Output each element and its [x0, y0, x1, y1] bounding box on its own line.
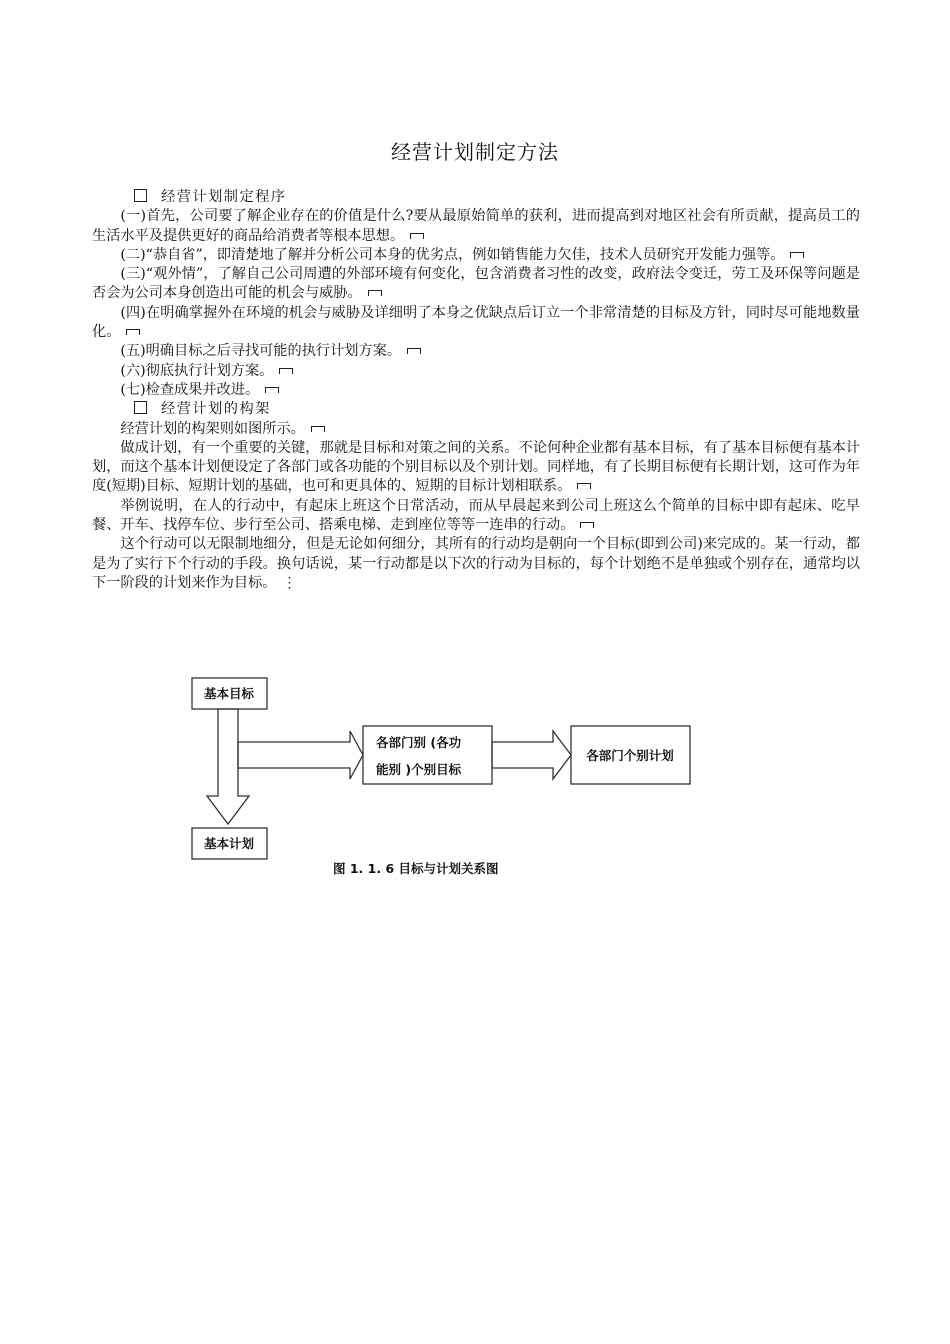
list-item [92, 342, 860, 361]
section-heading-text: 经营计划的构架 [161, 401, 271, 418]
paragraph [92, 497, 860, 536]
arrow-down-icon [207, 709, 249, 824]
paragraph-text: 经营计划的构架则如图所示。 [120, 420, 305, 437]
diagram-canvas [180, 668, 720, 888]
list-item [92, 381, 860, 400]
paragraph [92, 420, 860, 439]
return-mark-icon [407, 348, 421, 354]
return-mark-icon [790, 252, 804, 258]
return-mark-icon [311, 426, 325, 432]
list-item [92, 265, 860, 304]
list-item-text: (一)首先，公司要了解企业存在的价值是什么?要从最原始简单的获利，进而提高到对地区社会有所贡献，提高员工的生活水平及提供更好的商品给消费者等根本思想。 [92, 208, 860, 244]
section-heading-framework [92, 400, 860, 419]
list-item [92, 362, 860, 381]
box-dept-goal-label-line1: 各部门别 (各功 [376, 735, 462, 750]
list-item [92, 304, 860, 343]
box-dept-goal-label-line2: 能别 )个别目标 [376, 762, 462, 777]
list-item-text: (二)“恭自省”，即清楚地了解并分析公司本身的优劣点，例如销售能力欠佳，技术人员研究开发能力强等。 [120, 246, 785, 263]
box-basic-plan-label: 基本计划 [203, 836, 255, 851]
diagram-caption: 图 1. 1. 6 目标与计划关系图 [333, 861, 499, 876]
box-basic-goal-label: 基本目标 [203, 686, 255, 701]
return-mark-icon [580, 522, 594, 528]
arrow-right-icon [238, 731, 363, 779]
list-item [92, 207, 860, 246]
paragraph-text: 做成计划，有一个重要的关键，那就是目标和对策之间的关系。不论何种企业都有基本目标，有了基本目标便有基本计划，而这个基本计划便设定了各部门或各功能的个别目标以及个别计划。同样地，有了长期目标便有长期计划，这可作为年度(短期)目标、短期计划的基础，也可和更具体的、短期的目标计划相联系。 [92, 439, 860, 495]
paragraph [92, 439, 860, 497]
checkbox-icon [134, 189, 147, 202]
section-heading-text: 经营计划制定程序 [161, 189, 287, 205]
goal-plan-diagram [180, 668, 720, 888]
return-mark-icon [368, 290, 382, 296]
return-mark-icon [410, 233, 424, 239]
list-item-text: (五)明确目标之后寻找可能的执行计划方案。 [120, 343, 402, 360]
box-dept-plan-label: 各部门个别计划 [586, 748, 674, 763]
section-heading-procedure [92, 188, 860, 207]
list-item-text: (七)检查成果并改进。 [120, 381, 260, 398]
paragraph-text: 举例说明，在人的行动中，有起床上班这个日常活动，而从早晨起来到公司上班这么个简单的目标中即有起床、吃早餐、开车、找停车位、步行至公司、搭乘电梯、走到座位等等一连串的行动。 [92, 497, 860, 534]
arrow-right-icon [492, 731, 571, 779]
page-title: 经营计划制定方法 [391, 140, 559, 164]
return-mark-icon [279, 368, 293, 374]
return-mark-icon [126, 329, 140, 335]
list-item-text: (三)“观外情”，了解自己公司周遭的外部环境有何变化，包含消费者习性的改变，政府法令变迁，劳工及环保等问题是否会为公司本身创造出可能的机会与威胁。 [92, 266, 860, 302]
paragraph-text: 这个行动可以无限制地细分，但是无论如何细分，其所有的行动均是朝向一个目标(即到公司)来完成的。某一行动，都是为了实行下个行动的手段。换句话说，某一行动都是以下次的行动为目标的，每个计划绝不是单独或个别存在，通常均以下一阶段的计划来作为目标。 [92, 536, 860, 591]
paragraph [92, 535, 860, 593]
ellipsis-mark: ⋮ [282, 574, 297, 591]
list-item [92, 246, 860, 265]
list-item-text: (六)彻底执行计划方案。 [120, 362, 274, 379]
checkbox-icon [134, 401, 147, 414]
return-mark-icon [265, 387, 279, 393]
document-body [92, 188, 860, 593]
return-mark-icon [577, 483, 591, 489]
list-item-text: (四)在明确掌握外在环境的机会与威胁及详细明了本身之优缺点后订立一个非常清楚的目标及方针，同时尽可能地数量化。 [92, 304, 860, 341]
